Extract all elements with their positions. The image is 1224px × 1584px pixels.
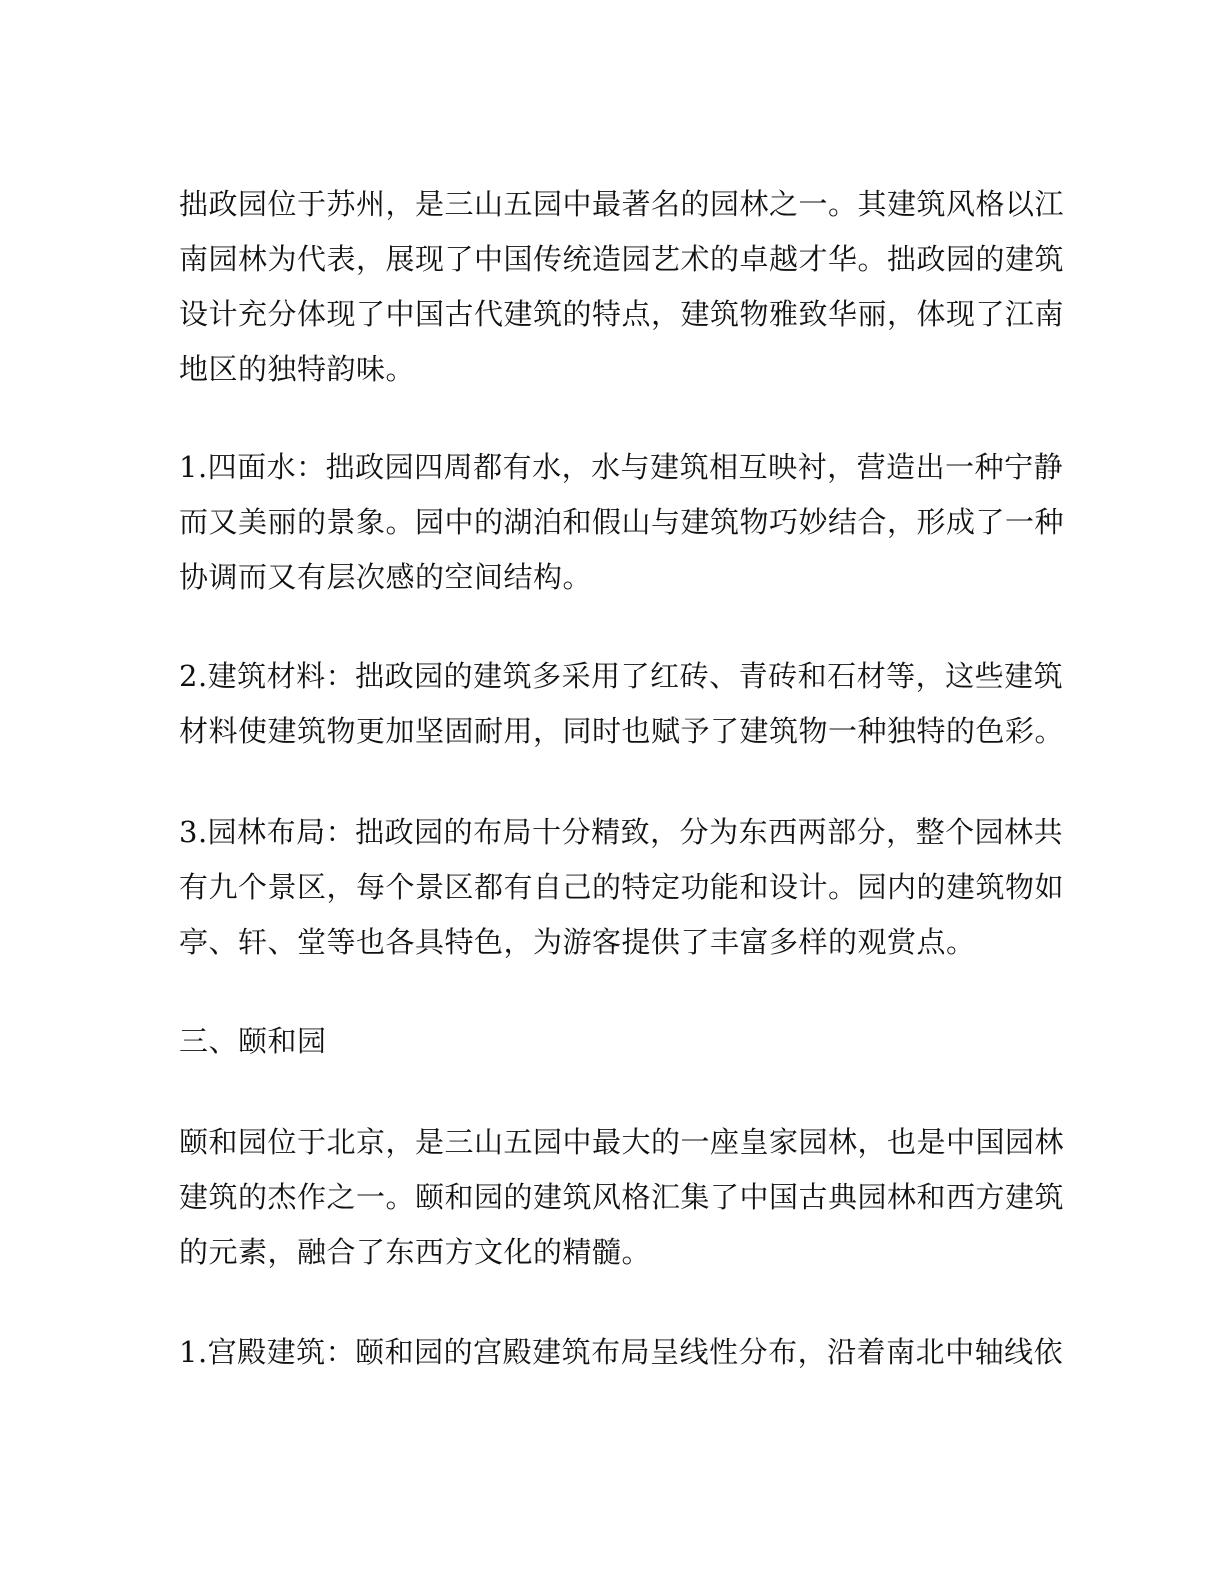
text-line: 南园林为代表，展现了中国传统造园艺术的卓越才华。拙政园的建筑 <box>179 242 1065 276</box>
text-line: 1.宫殿建筑：颐和园的宫殿建筑布局呈线性分布，沿着南北中轴线依 <box>179 1335 1064 1369</box>
text-line: 有九个景区，每个景区都有自己的特定功能和设计。园内的建筑物如 <box>179 870 1065 904</box>
section-heading-summer-palace <box>179 1014 1019 1069</box>
paragraph-palace-buildings <box>179 1325 1064 1380</box>
paragraph-summer-palace-intro <box>179 1115 1065 1280</box>
text-line: 拙政园位于苏州，是三山五园中最著名的园林之一。其建筑风格以江 <box>179 187 1065 221</box>
text-line: 协调而又有层次感的空间结构。 <box>179 560 593 594</box>
text-line: 颐和园位于北京，是三山五园中最大的一座皇家园林，也是中国园林 <box>179 1125 1065 1159</box>
text-line: 1.四面水：拙政园四周都有水，水与建筑相互映衬，营造出一种宁静 <box>179 450 1064 484</box>
paragraph-four-sides-water <box>179 440 1065 605</box>
text-line: 亭、轩、堂等也各具特色，为游客提供了丰富多样的观赏点。 <box>179 925 976 959</box>
text-line: 建筑的杰作之一。颐和园的建筑风格汇集了中国古典园林和西方建筑 <box>179 1180 1065 1214</box>
text-line: 材料使建筑物更加坚固耐用，同时也赋予了建筑物一种独特的色彩。 <box>179 714 1065 748</box>
text-line: 2.建筑材料：拙政园的建筑多采用了红砖、青砖和石材等，这些建筑 <box>179 659 1064 693</box>
text-line: 地区的独特韵味。 <box>179 352 416 386</box>
text-line: 3.园林布局：拙政园的布局十分精致，分为东西两部分，整个园林共 <box>179 815 1064 849</box>
text-line: 设计充分体现了中国古代建筑的特点，建筑物雅致华丽，体现了江南 <box>179 297 1065 331</box>
paragraph-garden-layout <box>179 805 1065 970</box>
section-heading-text: 三、颐和园 <box>179 1024 327 1058</box>
paragraph-building-materials <box>179 649 1065 759</box>
text-line: 的元素，融合了东西方文化的精髓。 <box>179 1235 652 1269</box>
text-line: 而又美丽的景象。园中的湖泊和假山与建筑物巧妙结合，形成了一种 <box>179 505 1065 539</box>
paragraph-zhuozheng-intro <box>179 177 1065 397</box>
